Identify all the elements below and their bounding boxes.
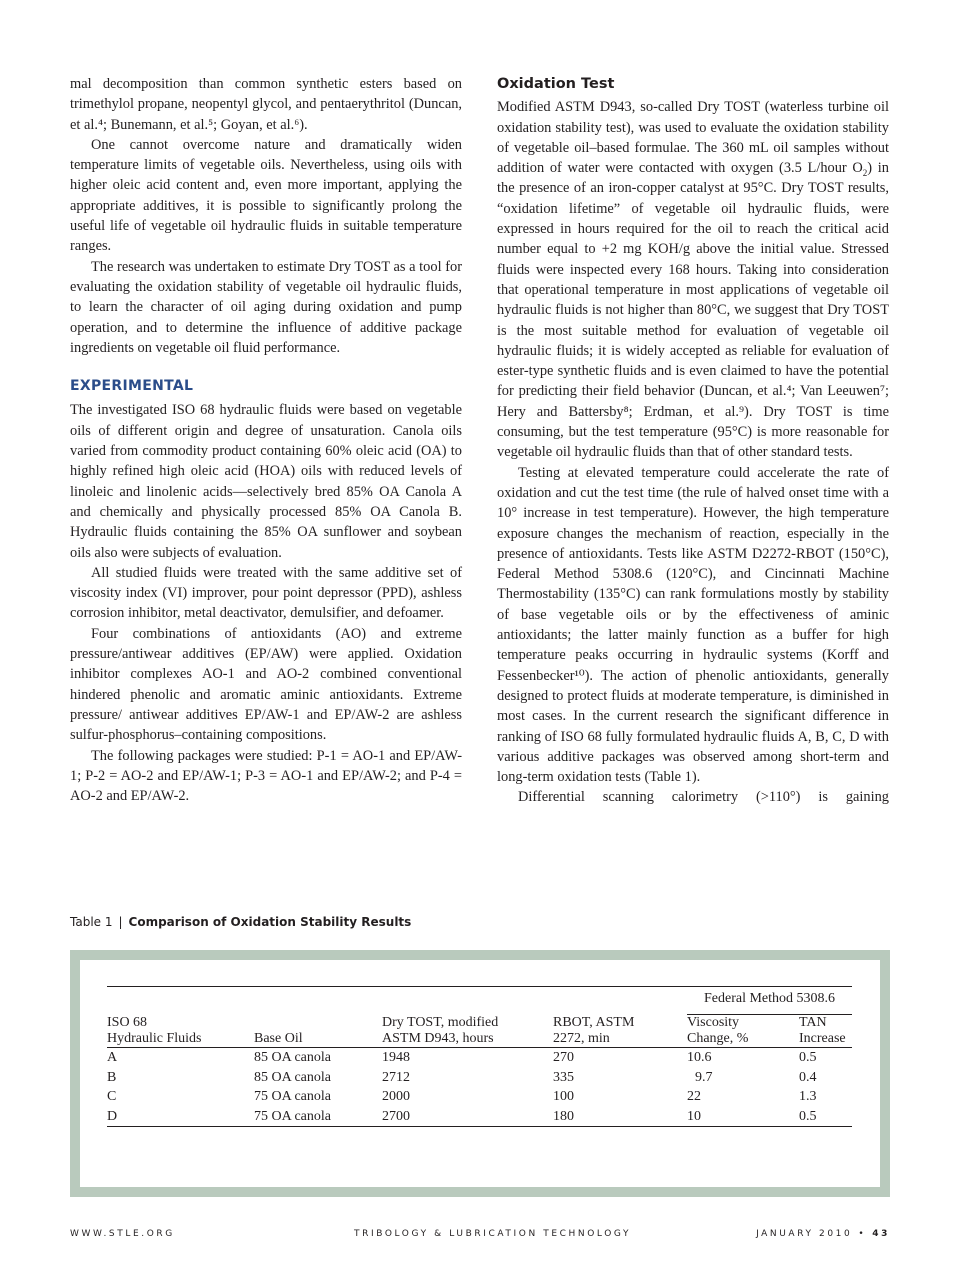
column-header: ASTM D943, hours [382,1031,553,1048]
cell-rbot: 270 [553,1050,574,1065]
table-title: Comparison of Oxidation Stability Results [128,915,412,929]
cell-tan: 0.4 [799,1069,817,1085]
body-paragraph: The investigated ISO 68 hydraulic fluids were based on vegetable oils of different origin and degree of unsaturation. Canola oils varied from commodity product containing 60% oleic acid (OA) to highly refined high oleic acid (HOA) oils with reduced levels of linoleic and linolenic acids—selectively bred 85% OA Canola A and chemically and physically processed 85% OA Canola B. Hydraulic fluids containing the 85% OA sunflower and soybean oils also were subjects of evaluation. [70,402,462,561]
cell-viscosity: 10.6 [687,1050,712,1065]
cell-fluid: D [107,1107,254,1127]
column-header: RBOT, ASTM [553,1015,635,1030]
table-caption [70,915,411,929]
body-paragraph: The research was undertaken to estimate Dry TOST as a tool for evaluating the oxidation stability of vegetable oil hydraulic fluids, to learn the character of oil aging during oxidation and pump operation, and to determine the influence of additive package ingredients on vegetable oil fluid performance. [70,258,462,356]
footer-publication: TRIBOLOGY & LUBRICATION TECHNOLOGY [354,1229,632,1239]
body-paragraph: All studied fluids were treated with the same additive set of viscosity index (VI) improver, pour point depressor (PPD), ashless corrosion inhibitor, metal deactivator, demulsifier, and defoamer. [70,564,462,622]
footer-date-page [756,1229,890,1239]
cell-rbot: 180 [553,1107,687,1127]
table-header-row [107,1031,852,1048]
body-paragraph: One cannot overcome nature and dramatically widen temperature limits of vegetable oils. Nevertheless, using oils with higher oleic acid content and, even more important, applying the appropriate additives, it is possible to significantly prolong the useful life of vegetable oil hydraulic fluids in suitable temperature ranges. [70,136,462,255]
section-heading-experimental: EXPERIMENTAL [70,378,194,395]
cell-dry-tost: 2700 [382,1107,553,1127]
subsection-heading-oxidation-test: Oxidation Test [497,76,615,92]
cell-base-oil: 85 OA canola [254,1069,331,1085]
column-header: 2272, min [553,1031,687,1048]
body-paragraph: The following packages were studied: P-1 = AO-1 and EP/AW-1; P-2 = AO-2 and EP/AW-1; P-3 = AO-1 and EP/AW-2; and P-4 = AO-2 and EP/AW-2. [70,747,462,805]
column-header: Change, % [687,1031,799,1048]
table-row [107,1068,852,1088]
footer-dot: • [858,1229,867,1239]
cell-rbot: 335 [553,1069,574,1085]
column-header: ISO 68 [107,1015,148,1030]
paragraph-text: Modified ASTM D943, so-called Dry TOST (waterless turbine oil oxidation stability test), was used to evaluate the oxidation stability of vegetable oil–based formulae. The 360 mL oil samples without addition of water were contacted with oxygen (3.5 L/hour O [497,99,889,177]
cell-tan: 0.5 [799,1107,852,1127]
federal-method-header: Federal Method 5308.6 [687,987,852,1015]
cell-fluid: B [107,1069,117,1085]
cell-tan: 1.3 [799,1089,817,1105]
column-header: Base Oil [254,1031,382,1048]
page-footer [70,1229,890,1243]
body-paragraph: Differential scanning calorimetry (>110°) is gaining [518,789,889,806]
comparison-table [107,986,852,1127]
caption-separator: | [118,915,123,929]
table-number: Table 1 [70,915,113,929]
cell-viscosity: 22 [687,1089,701,1105]
column-header: TAN [799,1015,827,1030]
body-paragraph: mal decomposition than common synthetic esters based on trimethylol propane, neopentyl glycol, and pentaerythritol (Duncan, et al.⁴; Bunemann, et al.⁵; Goyan, et al.⁶). [70,76,462,133]
page-number: 43 [872,1229,890,1239]
footer-date: JANUARY 2010 [756,1229,853,1239]
subscript: 2 [862,168,868,179]
cell-dry-tost: 2000 [382,1089,410,1105]
cell-base-oil: 75 OA canola [254,1107,382,1127]
table-frame [70,950,890,1197]
table-panel [80,960,880,1187]
right-column [497,74,889,808]
column-header: Increase [799,1031,852,1048]
cell-tan: 0.5 [799,1050,817,1065]
column-header: Viscosity [687,1015,740,1030]
cell-base-oil: 85 OA canola [254,1050,331,1065]
paragraph-text: ) in the presence of an iron-copper catalyst at 95°C. Dry TOST results, “oxidation lifetime” of vegetable oil hydraulic fluids, were expressed in hours required for the oil to reach the critical acid number equal to +2 mg KOH/g above the initial value. Stressed fluids were inspected every 168 hours. Taking into consideration that operational temperature in most applications of vegetable oil hydraulic fluids is not higher than 80°C, we suggest that Dry TOST is the most suitable method for evaluation of vegetable oil hydraulic fluids; it is widely accepted as reliable for evaluation of ester-type synthetic fluids and is even claimed to have the potential for predicting their field behavior (Duncan, et al.⁴; Van Leeuwen⁷; Hery and Battersby⁸; Erdman, et al.⁹). Dry TOST is time consuming, but the test temperature (95°C) is more reasonable for vegetable oil hydraulic fluids than that of other standard tests. [497,160,889,461]
table-row [107,1048,852,1068]
cell-viscosity: 9.7 [695,1069,713,1085]
cell-dry-tost: 1948 [382,1050,410,1065]
body-paragraph: Four combinations of antioxidants (AO) and extreme pressure/antiwear additives (EP/AW) were applied. Oxidation inhibitor complexes AO-1 and AO-2 combined conventional hindered phenolic and aromatic aminic antioxidants. Extreme pressure/ antiwear additives EP/AW-1 and EP/AW-2 are ashless sulfur-phosphorus–containing compositions. [70,625,462,744]
table-group-header-row [107,987,852,1015]
cell-dry-tost: 2712 [382,1069,410,1085]
column-header: Hydraulic Fluids [107,1031,254,1048]
cell-viscosity: 10 [687,1107,799,1127]
cell-fluid: C [107,1089,117,1105]
footer-website: WWW.STLE.ORG [70,1229,175,1239]
column-header: Dry TOST, modified [382,1015,499,1030]
table-row [107,1107,852,1127]
table-header-row [107,1015,852,1032]
table-row [107,1087,852,1107]
cell-rbot: 100 [553,1089,574,1105]
body-paragraph: Testing at elevated temperature could accelerate the rate of oxidation and cut the test time (the rule of halved onset time with a 10° increase in test temperature). However, the high temperature exposure changes the mechanism of reaction, especially in the presence of antioxidants. Tests like ASTM D2272-RBOT (150°C), Federal Method 5308.6 (120°C), and Cincinnati Machine Thermostability (135°C) can rank formulations mostly by stability of base vegetable oils or by the effectiveness of aminic antioxidants; the latter mainly function as a buffer for high temperature peaks occurring in hydraulic systems (Korff and Fessenbecker¹⁰). The action of phenolic antioxidants, generally designed to protect fluids at moderate temperature, is diminished in most cases. In the current research the significant difference in ranking of ISO 68 fully formulated hydraulic fluids A, B, C, D with various additive packages was observed among short-term and long-term oxidation tests (Table 1). [497,464,889,786]
cell-base-oil: 75 OA canola [254,1089,331,1105]
cell-fluid: A [107,1050,118,1065]
left-column [70,74,462,806]
body-paragraph [497,97,889,462]
